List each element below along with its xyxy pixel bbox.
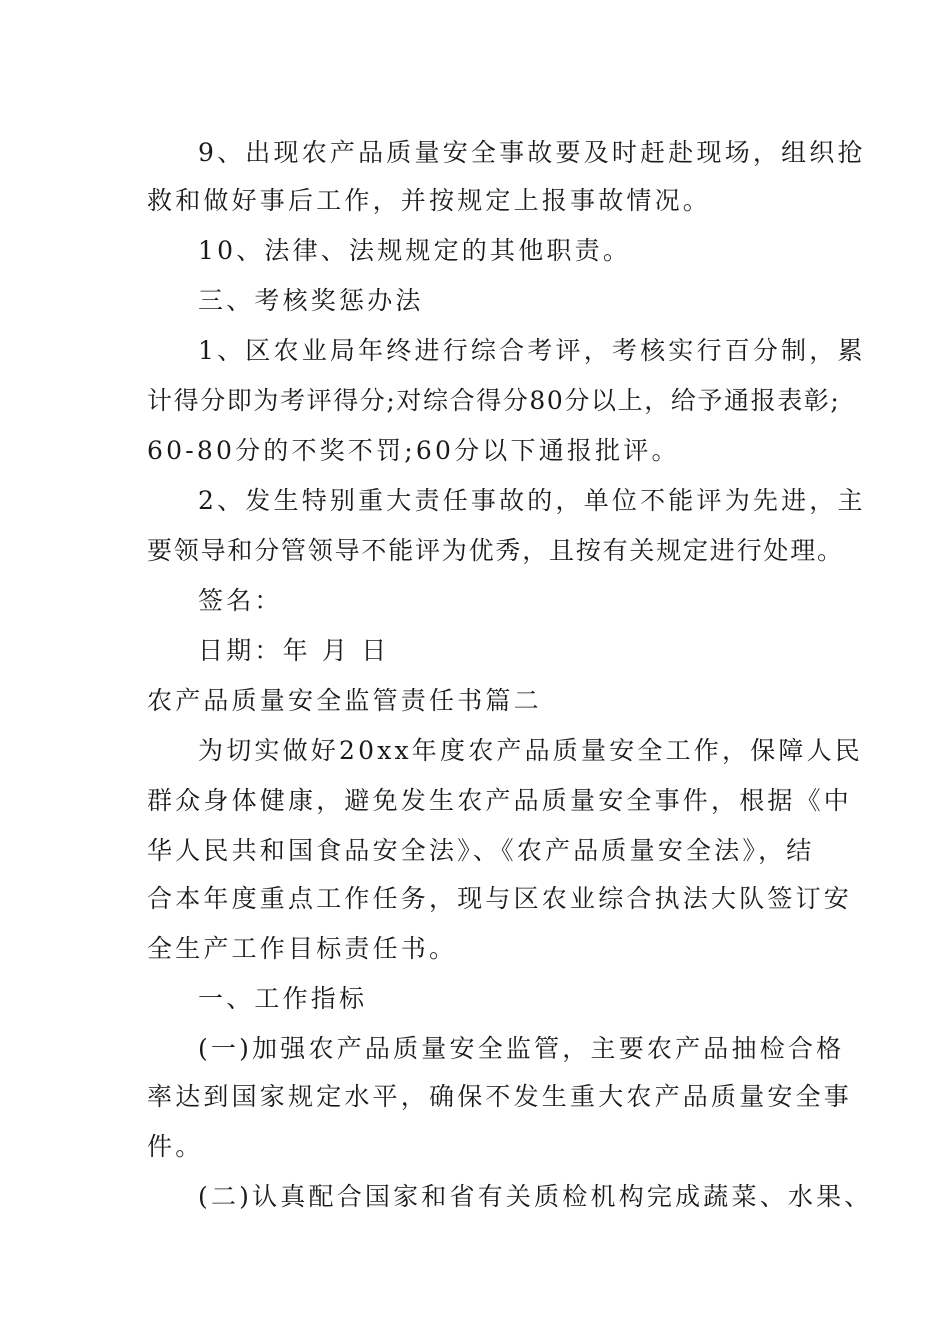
section-title-part-two: 农产品质量安全监管责任书篇二 [147,686,542,715]
section-heading-3: 三、考核奖惩办法 [198,286,424,315]
paragraph-line-14: 群众身体健康，避免发生农产品质量安全事件，根据《中 [147,786,853,815]
paragraph-line-19: (一)加强农产品质量安全监管，主要农产品抽检合格 [198,1034,845,1063]
paragraph-line-22: (二)认真配合国家和省有关质检机构完成蔬菜、水果、 [198,1182,873,1211]
paragraph-line-6: 计得分即为考评得分;对综合得分80分以上，给予通报表彰; [147,386,841,415]
paragraph-line-5: 1、区农业局年终进行综合考评，考核实行百分制，累 [198,336,866,365]
paragraph-line-8: 2、发生特别重大责任事故的，单位不能评为先进，主 [198,486,866,515]
paragraph-line-9: 要领导和分管领导不能评为优秀，且按有关规定进行处理。 [147,536,844,565]
paragraph-line-16: 合本年度重点工作任务，现与区农业综合执法大队签订安 [147,884,853,913]
signature-label: 签名： [198,586,283,615]
paragraph-line-7: 60-80分的不奖不罚;60分以下通报批评。 [147,436,680,465]
paragraph-line-20: 率达到国家规定水平，确保不发生重大农产品质量安全事 [147,1082,853,1111]
date-label: 日期：年 月 日 [198,636,390,665]
paragraph-line-17: 全生产工作目标责任书。 [147,934,458,963]
paragraph-line-21: 件。 [147,1132,204,1161]
paragraph-line-2: 救和做好事后工作，并按规定上报事故情况。 [147,186,712,215]
paragraph-line-3: 10、法律、法规规定的其他职责。 [198,236,632,265]
section-heading-work-targets: 一、工作指标 [198,984,368,1013]
paragraph-line-1: 9、出现农产品质量安全事故要及时赶赴现场，组织抢 [198,138,866,167]
paragraph-line-15: 华人民共和国食品安全法》、《农产品质量安全法》，结 [147,836,815,865]
paragraph-line-13: 为切实做好20xx年度农产品质量安全工作，保障人民 [198,736,864,765]
